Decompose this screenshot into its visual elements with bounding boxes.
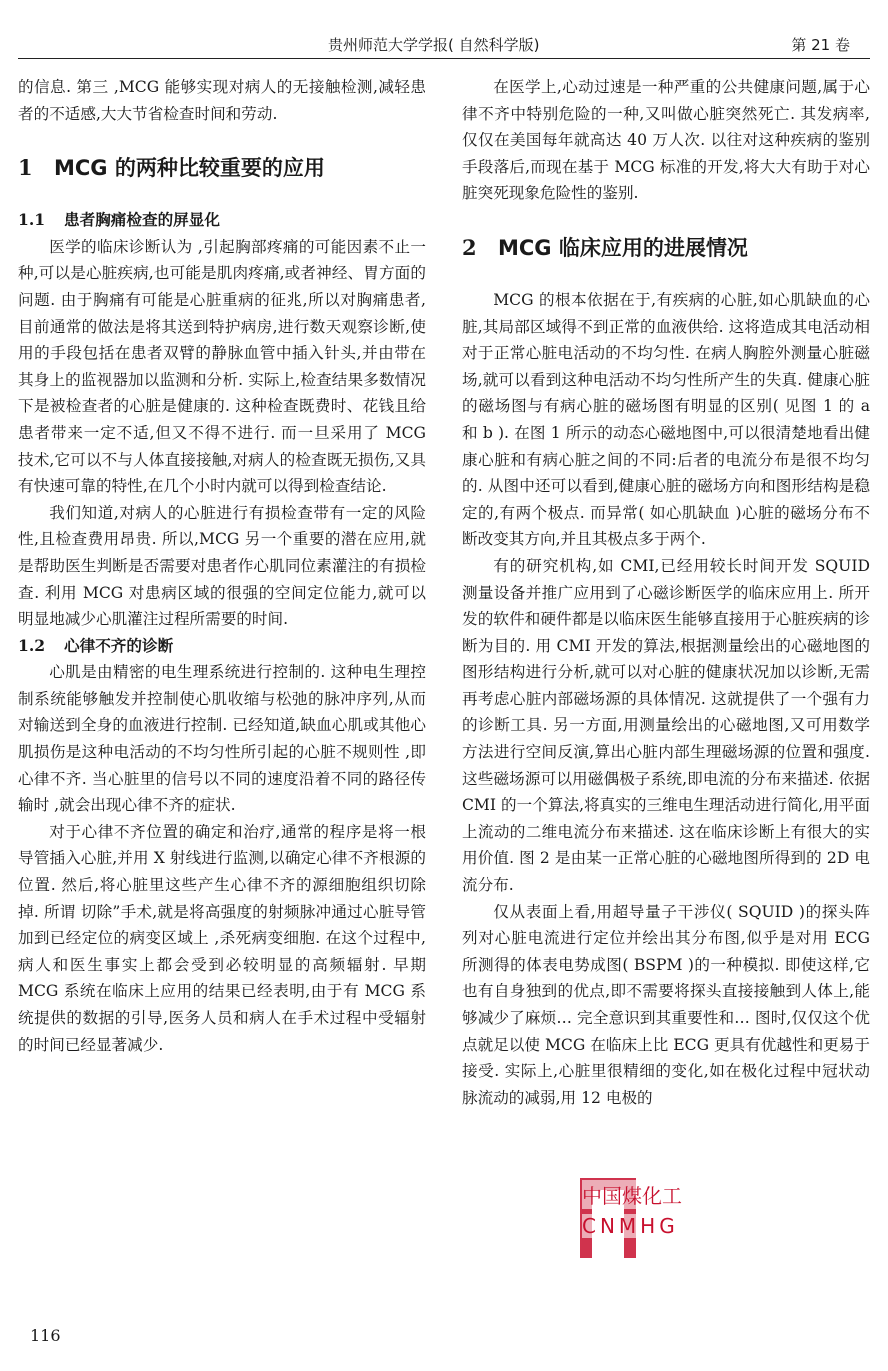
paragraph: 我们知道,对病人的心脏进行有损检查带有一定的风险性,且检查费用昂贵. 所以,MCG 另一个重要的潜在应用,就是帮助医生判断是否需要对患者作心肌同位素灌注的有损检查. 利用 MCG 对患病区域的很强的空间定位能力,就可以明显地减少心肌灌注过程所需要的时间. — [18, 503, 426, 629]
journal-title: 贵州师范大学学报( 自然科学版) — [328, 36, 540, 54]
paragraph: 有的研究机构,如 CMI,已经用较长时间开发 SQUID 测量设备并推广应用到了心磁诊断医学的临床应用上. 所开发的软件和硬件都是以临床医生能够直接用于心脏疾病的诊断为目的. 用 CMI 开发的算法,根据测量绘出的心磁地图的图形结构进行分析,就可以对心脏的健康状况加以诊断,无需再考虑心脏内部磁场源的具体情况. 这就提供了一个强有力的诊断工具. 另一方面,用测量绘出的心磁地图,又可用数学方法进行空间反演,算出心脏内部生理磁场源的位置和强度. 这些磁场源可以用磁偶极子系统,即电流的分布来描述. 依据 CMI 的一个算法,将真实的三维电生理活动进行简化,用平面上流动的二维电流分布来描述. 这在临床诊断上有很大的实用价值. 图 2 是由某一正常心脏的心磁地图所得到的 2D 电流分布. — [462, 556, 870, 895]
subsection-title: 心律不齐的诊断 — [64, 635, 174, 655]
left-column — [18, 74, 426, 1058]
paragraph: 心肌是由精密的电生理系统进行控制的. 这种电生理控制系统能够触发并控制使心肌收缩与松弛的脉冲序列,从而对输送到全身的血液进行控制. 已经知道,缺血心肌或其他心肌损伤是这种电活动的不均匀性所引起的心脏不规则性 ,即心律不齐. 当心脏里的信号以不同的速度沿着不同的路径传输时 ,就会出现心律不齐的症状. — [18, 663, 426, 815]
section-title: MCG 临床应用的进展情况 — [498, 235, 748, 260]
page-number: 116 — [30, 1326, 61, 1345]
section-heading — [18, 153, 426, 183]
volume-label: 第 21 卷 — [791, 36, 850, 54]
subsection-number: 1.1 — [18, 210, 46, 230]
right-column — [462, 74, 870, 1111]
section-heading — [462, 233, 870, 263]
paragraph: 的信息. 第三 ,MCG 能够实现对病人的无接触检测,减轻患者的不适感,大大节省检查时间和劳动. — [18, 78, 426, 123]
section-number: 1 — [18, 155, 33, 181]
paragraph: 仅从表面上看,用超导量子干涉仪( SQUID )的探头阵列对心脏电流进行定位并绘出其分布图,似乎是对用 ECG 所测得的体表电势成图( BSPM )的一种模拟. 即使这样,它也有自身独到的优点,即不需要将探头直接接触到人体上,能够减少了麻烦… 完全意识到其重要性和… 图时,仅仅这个优点就足以使 MCG 在临床上比 ECG 更具有优越性和更易于接受. 实际上,心脏里很精细的变化,如在极化过程中冠状动脉流动的减弱,用 12 电极的 — [462, 902, 870, 1107]
subsection-heading — [18, 207, 426, 234]
running-header — [18, 0, 870, 59]
watermark-text-cn: 中国煤化工 — [582, 1180, 682, 1209]
section-title: MCG 的两种比较重要的应用 — [54, 156, 325, 181]
paragraph: 在医学上,心动过速是一种严重的公共健康问题,属于心律不齐中特别危险的一种,又叫做心脏突然死亡. 其发病率,仅仅在美国每年就高达 40 万人次. 以往对这种疾病的鉴别手段落后,而现在基于 MCG 标准的开发,将大大有助于对心脏突死现象危险性的鉴别. — [462, 78, 870, 203]
subsection-title: 患者胸痛检查的屏显化 — [64, 210, 220, 230]
paragraph: 医学的临床诊断认为 ,引起胸部疼痛的可能因素不止一种,可以是心脏疾病,也可能是肌肉疼痛,或者神经、胃方面的问题. 由于胸痛有可能是心脏重病的征兆,所以对胸痛患者,目前通常的做法是将其送到特护病房,进行数天观察诊断,使用的手段包括在患者双臂的静脉血管中插入针头,并由带在其身上的监视器加以监测和分析. 实际上,检查结果多数情况下是被检查者的心脏是健康的. 这种检查既费时、花钱且给患者带来一定不适,但又不得不进行. 而一旦采用了 MCG 技术,它可以不与人体直接接触,对病人的检查既无损伤,又具有快速可靠的特性,在几个小时内就可以得到检查结论. — [18, 237, 426, 496]
subsection-heading — [18, 633, 426, 660]
paragraph: MCG 的根本依据在于,有疾病的心脏,如心肌缺血的心脏,其局部区域得不到正常的血液供给. 这将造成其电活动相对于正常心脏电活动的不均匀性. 在病人胸腔外测量心脏磁场,就可以看到这种电活动不均匀性所产生的失真. 健康心脏的磁场图与有病心脏的磁场图有明显的区别( 见图 1 的 a 和 b ). 在图 1 所示的动态心磁地图中,可以很清楚地看出健康心脏和有病心脏之间的不同:后者的电流分布是很不均匀的. 从图中还可以看到,健康心脏的磁场方向和图形结构是稳定的,有两个极点. 而异常( 如心肌缺血 )心脏的磁场分布不断改变其方向,并且其极点多于两个. — [462, 290, 870, 549]
watermark-text-en: CNMHG — [582, 1214, 679, 1238]
subsection-number: 1.2 — [18, 635, 46, 655]
section-number: 2 — [462, 234, 477, 260]
paragraph: 对于心律不齐位置的确定和治疗,通常的程序是将一根导管插入心脏,并用 X 射线进行监测,以确定心律不齐根源的位置. 然后,将心脏里这些产生心律不齐的源细胞组织切除掉. 所谓 切除”手术,就是将高强度的射频脉冲通过心脏导管加到已经定位的病变区域上 ,杀死病变细胞. 在这个过程中,病人和医生事实上都会受到必较明显的高频辐射. 早期 MCG 系统在临床上应用的结果已经表明,由于有 MCG 系统提供的数据的引导,医务人员和病人在手术过程中受辐射的时间已经显著减少. — [18, 822, 426, 1054]
